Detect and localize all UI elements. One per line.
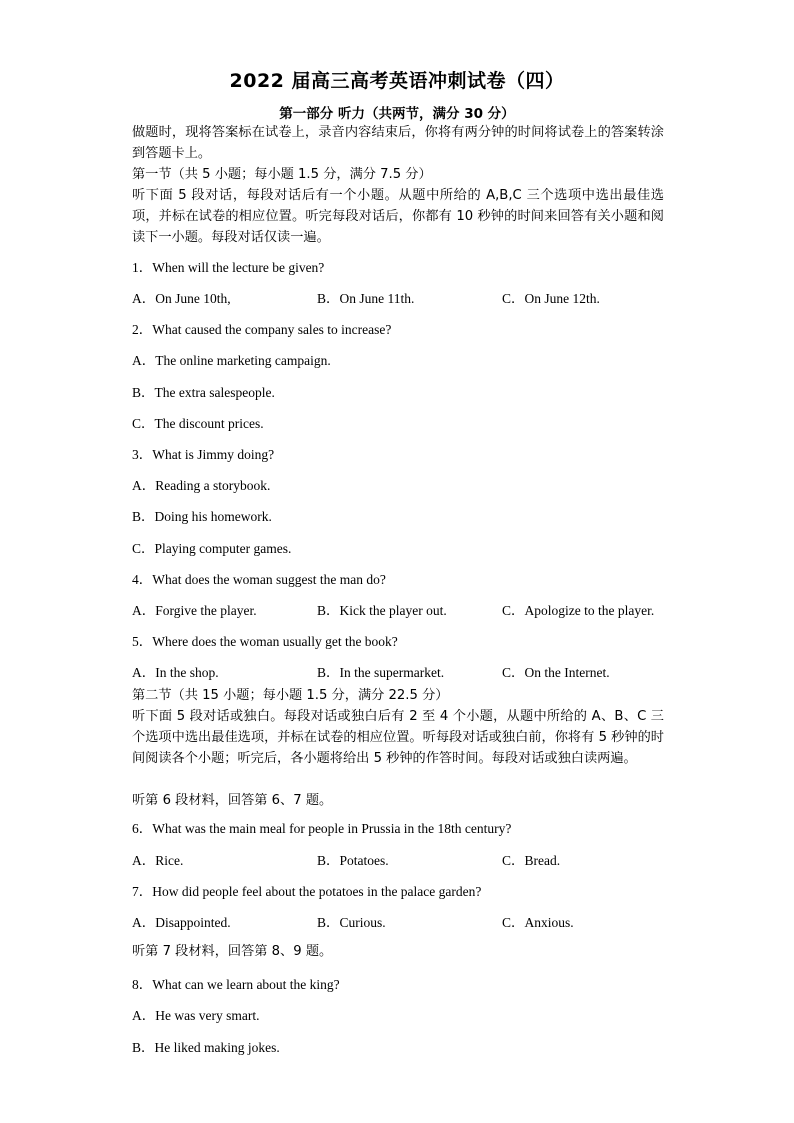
q1-option-c: C．On June 12th. <box>502 291 600 306</box>
q7-option-b: B．Curious. <box>317 915 386 930</box>
q4-option-a: A．Forgive the player. <box>132 603 257 618</box>
intro-text: 做题时，现将答案标在试卷上，录音内容结束后，你将有两分钟的时间将试卷上的答案转涂到答题卡上。 <box>132 125 664 161</box>
question-6-stem: 6．What was the main meal for people in Prussia in the 18th century? <box>132 821 512 836</box>
q7-option-a: A．Disappointed. <box>132 915 231 930</box>
q2-option-c: C．The discount prices. <box>132 416 264 431</box>
q5-option-b: B．In the supermarket. <box>317 665 445 680</box>
q8-option-b: B．He liked making jokes. <box>132 1040 280 1055</box>
question-7-stem: 7．How did people feel about the potatoes in the palace garden? <box>132 884 482 899</box>
question-5-stem: 5．Where does the woman usually get the book? <box>132 634 398 649</box>
section2-instructions: 听下面 5 段对话或独白。每段对话或独白后有 2 至 4 个小题，从题中所给的 A、B、C 三个选项中选出最佳选项，并标在试卷的相应位置。听每段对话或独白前，你将有 5 秒钟的时间阅读各个小题；听完后，各小题将给出 5 秒钟的作答时间。每段对话或独白读两遍。 <box>132 709 664 766</box>
q3-option-b: B．Doing his homework. <box>132 509 272 524</box>
q3-option-a: A．Reading a storybook. <box>132 478 271 493</box>
material-7-note: 听第 7 段材料，回答第 8、9 题。 <box>132 944 333 959</box>
section1-instructions: 听下面 5 段对话，每段对话后有一个小题。从题中所给的 A,B,C 三个选项中选出最佳选项，并标在试卷的相应位置。听完每段对话后，你都有 10 秒钟的时间来回答有关小题和阅读下一小题。每段对话仅读一遍。 <box>132 188 664 245</box>
question-4-stem: 4．What does the woman suggest the man do? <box>132 572 386 587</box>
q8-option-a: A．He was very smart. <box>132 1008 260 1023</box>
page-title: 2022 届高三高考英语冲刺试卷（四） <box>229 70 565 92</box>
q1-option-b: B．On June 11th. <box>317 291 415 306</box>
q4-option-c: C．Apologize to the player. <box>502 603 655 618</box>
question-3-stem: 3．What is Jimmy doing? <box>132 447 275 462</box>
q2-option-a: A．The online marketing campaign. <box>132 353 331 368</box>
q6-option-c: C．Bread. <box>502 853 561 868</box>
material-6-note: 听第 6 段材料，回答第 6、7 题。 <box>132 793 333 808</box>
q6-option-a: A．Rice. <box>132 853 184 868</box>
q4-option-b: B．Kick the player out. <box>317 603 447 618</box>
q2-option-b: B．The extra salespeople. <box>132 385 275 400</box>
q5-option-c: C．On the Internet. <box>502 665 610 680</box>
q5-option-a: A．In the shop. <box>132 665 219 680</box>
q1-option-a: A．On June 10th, <box>132 291 231 306</box>
q3-option-c: C．Playing computer games. <box>132 541 292 556</box>
section1-heading: 第一节（共 5 小题；每小题 1.5 分，满分 7.5 分） <box>132 167 432 182</box>
question-1-stem: 1．When will the lecture be given? <box>132 260 325 275</box>
section2-heading: 第二节（共 15 小题；每小题 1.5 分，满分 22.5 分） <box>132 688 449 703</box>
q7-option-c: C．Anxious. <box>502 915 574 930</box>
part-title: 第一部分 听力（共两节，满分 30 分） <box>279 106 515 122</box>
question-8-stem: 8．What can we learn about the king? <box>132 977 340 992</box>
question-2-stem: 2．What caused the company sales to increase? <box>132 322 392 337</box>
q6-option-b: B．Potatoes. <box>317 853 389 868</box>
